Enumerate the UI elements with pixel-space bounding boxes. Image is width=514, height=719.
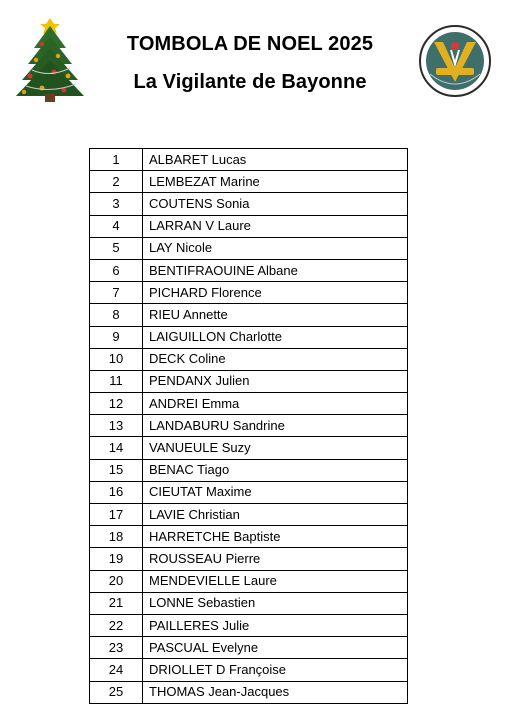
table-row [90,304,408,326]
entry-name: ANDREI Emma [143,393,408,415]
table-row [90,437,408,459]
table-row [90,393,408,415]
entry-name: CIEUTAT Maxime [143,481,408,503]
entry-number: 11 [90,370,143,392]
raffle-participants-table [89,148,408,704]
entry-name: PICHARD Florence [143,282,408,304]
entry-name: ALBARET Lucas [143,149,408,171]
table-row [90,592,408,614]
table-row [90,481,408,503]
entry-number: 9 [90,326,143,348]
page-title: TOMBOLA DE NOEL 2025 [126,33,374,55]
christmas-tree-icon [14,14,86,104]
entry-name: LAY Nicole [143,237,408,259]
entry-name: BENAC Tiago [143,459,408,481]
entry-name: PASCUAL Evelyne [143,637,408,659]
entry-number: 24 [90,659,143,681]
entry-name: DECK Coline [143,348,408,370]
entry-number: 23 [90,637,143,659]
entry-number: 7 [90,282,143,304]
table-row [90,570,408,592]
entry-name: LEMBEZAT Marine [143,171,408,193]
entry-name: LARRAN V Laure [143,215,408,237]
entry-name: RIEU Annette [143,304,408,326]
table-row [90,348,408,370]
entry-name: THOMAS Jean-Jacques [143,681,408,703]
table-row [90,259,408,281]
entry-name: HARRETCHE Baptiste [143,526,408,548]
entry-number: 12 [90,393,143,415]
table-row [90,681,408,703]
entry-number: 16 [90,481,143,503]
entry-name: VANUEULE Suzy [143,437,408,459]
entry-number: 22 [90,614,143,636]
entry-number: 20 [90,570,143,592]
table-row [90,370,408,392]
entry-name: LONNE Sebastien [143,592,408,614]
entry-name: LAIGUILLON Charlotte [143,326,408,348]
table-row [90,237,408,259]
entry-number: 2 [90,171,143,193]
entry-number: 4 [90,215,143,237]
entry-number: 14 [90,437,143,459]
table-row [90,149,408,171]
entry-name: LAVIE Christian [143,504,408,526]
entry-number: 19 [90,548,143,570]
entry-name: BENTIFRAOUINE Albane [143,259,408,281]
table-row [90,504,408,526]
table-row [90,459,408,481]
entry-name: PAILLERES Julie [143,614,408,636]
table-row [90,282,408,304]
table-row [90,526,408,548]
table-row [90,614,408,636]
entry-name: COUTENS Sonia [143,193,408,215]
page-subtitle: La Vigilante de Bayonne [133,71,367,93]
entry-name: MENDEVIELLE Laure [143,570,408,592]
entry-name: PENDANX Julien [143,370,408,392]
entry-number: 6 [90,259,143,281]
entry-number: 8 [90,304,143,326]
table-row [90,415,408,437]
entry-number: 13 [90,415,143,437]
table-row [90,659,408,681]
table-row [90,193,408,215]
entry-number: 25 [90,681,143,703]
table-row [90,548,408,570]
entry-number: 21 [90,592,143,614]
table-row [90,171,408,193]
vigilante-club-logo [418,24,492,98]
entry-number: 17 [90,504,143,526]
table-row [90,637,408,659]
entry-number: 18 [90,526,143,548]
entry-number: 3 [90,193,143,215]
entry-name: LANDABURU Sandrine [143,415,408,437]
entry-number: 15 [90,459,143,481]
entry-name: ROUSSEAU Pierre [143,548,408,570]
entry-number: 10 [90,348,143,370]
entry-number: 1 [90,149,143,171]
table-row [90,326,408,348]
entry-number: 5 [90,237,143,259]
entry-name: DRIOLLET D Françoise [143,659,408,681]
table-row [90,215,408,237]
